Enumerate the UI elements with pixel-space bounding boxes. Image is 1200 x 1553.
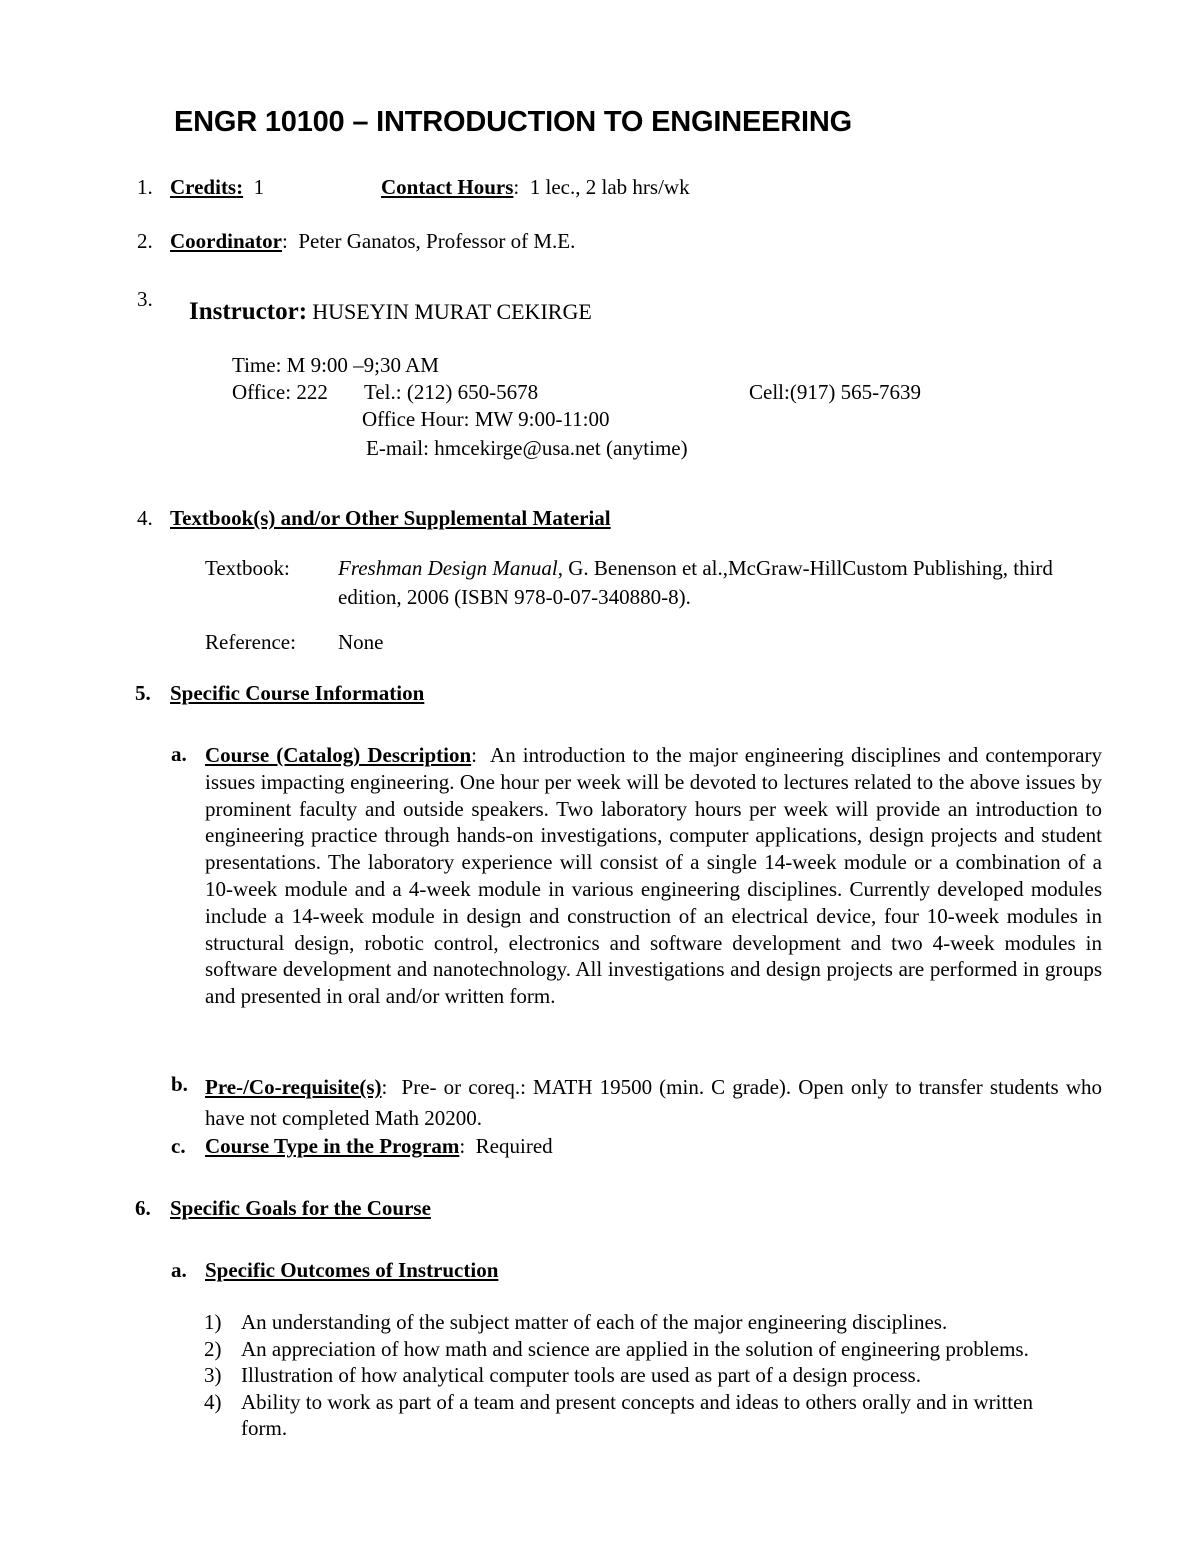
contact-hours-label: Contact Hours	[381, 175, 514, 199]
course-info-heading: Specific Course Information	[170, 681, 425, 705]
item-number-3: 3.	[137, 287, 153, 311]
reference-label: Reference:	[205, 630, 296, 654]
instructor-office: Office: 222	[232, 380, 328, 404]
outcome-number: 3)	[204, 1363, 222, 1387]
outcome-number: 4)	[204, 1389, 222, 1414]
credits-value: 1	[253, 175, 265, 199]
contact-hours-value: 1 lec., 2 lab hrs/wk	[529, 175, 690, 199]
course-description-label: Course (Catalog) Description	[205, 743, 472, 767]
outcome-number: 2)	[204, 1336, 222, 1361]
course-description-text: An introduction to the major engineering disciplines and contemporary issues impacting engineering. One hour per week will be devoted to lectures related to the above issues by prominent faculty and outside speakers. Two laboratory hours per week will provide an introduction to engineering practice through hands-on investigations, computer applications, design projects and student presentations. The laboratory experience will consist of a single 14-week module or a combination of a 10-week module and a 4-week module in various engineering disciplines. Currently developed modules include a 14-week module in design and construction of an electrical device, four 10-week modules in structural design, robotic control, electronics and software development and two 4-week modules in software development and nanotechnology. All investigations and design projects are performed in groups and presented in oral and/or written form.	[205, 743, 1102, 1009]
outcome-text: An understanding of the subject matter of each of the major engineering disciplines.	[241, 1310, 948, 1334]
item-number-1: 1.	[137, 175, 153, 199]
instructor-email: E-mail: hmcekirge@usa.net (anytime)	[366, 436, 688, 460]
textbooks-heading: Textbook(s) and/or Other Supplemental Material	[170, 506, 611, 530]
coordinator-label: Coordinator	[170, 229, 282, 253]
instructor-office-hour: Office Hour: MW 9:00-11:00	[362, 407, 610, 431]
prerequisites: Pre-/Co-requisite(s): Pre- or coreq.: MATH 19500 (min. C grade). Open only to transfer students who have not completed Math 20200.	[205, 1075, 1102, 1130]
prereq-letter: b.	[171, 1072, 188, 1096]
textbook-title: Freshman Design Manual	[338, 556, 558, 580]
course-type-label: Course Type in the Program	[205, 1134, 460, 1158]
reference-value: None	[338, 630, 384, 654]
prerequisites-label: Pre-/Co-requisite(s)	[205, 1075, 382, 1099]
goals-heading: Specific Goals for the Course	[170, 1196, 431, 1220]
list-item	[204, 1362, 1084, 1389]
list-item	[204, 1336, 1084, 1363]
outcomes-list	[204, 1309, 1084, 1442]
list-item	[204, 1389, 1084, 1442]
item-number-2: 2.	[137, 229, 153, 253]
credits-label: Credits	[170, 175, 237, 199]
outcomes-heading: Specific Outcomes of Instruction	[205, 1258, 499, 1282]
instructor-name: HUSEYIN MURAT CEKIRGE	[312, 299, 592, 324]
coordinator-line: Coordinator: Peter Ganatos, Professor of M.E.	[170, 229, 576, 253]
course-type-letter: c.	[171, 1134, 186, 1158]
credits-line: Credits: 1	[170, 175, 265, 199]
contact-hours-line: Contact Hours: 1 lec., 2 lab hrs/wk	[381, 175, 690, 199]
outcomes-letter: a.	[171, 1258, 187, 1282]
list-item	[204, 1309, 1084, 1336]
course-type-line: Course Type in the Program: Required	[205, 1134, 553, 1158]
item-number-5: 5.	[135, 681, 151, 705]
outcome-number: 1)	[204, 1310, 222, 1334]
prerequisites-text: Pre- or coreq.: MATH 19500 (min. C grade). Open only to transfer students who have not completed Math 20200.	[205, 1075, 1102, 1130]
coordinator-value: Peter Ganatos, Professor of M.E.	[298, 229, 576, 253]
course-type-value: Required	[475, 1134, 553, 1158]
textbook-label: Textbook:	[205, 556, 290, 580]
textbook-entry	[338, 554, 1104, 612]
page-title: ENGR 10100 – INTRODUCTION TO ENGINEERING	[174, 106, 852, 138]
outcome-text: Illustration of how analytical computer tools are used as part of a design process.	[241, 1363, 921, 1387]
item-number-6: 6.	[135, 1196, 151, 1220]
desc-letter: a.	[171, 742, 187, 766]
instructor-tel: Tel.: (212) 650-5678	[364, 380, 539, 404]
course-description: Course (Catalog) Description: An introduction to the major engineering disciplines and contemporary issues impacting engineering. One hour per week will be devoted to lectures related to the above issues by prominent faculty and outside speakers. Two laboratory hours per week will provide an introduction to engineering practice through hands-on investigations, computer applications, design projects and student presentations. The laboratory experience will consist of a single 14-week module or a combination of a 10-week module and a 4-week module in various engineering disciplines. Currently developed modules include a 14-week module in design and construction of an electrical device, four 10-week modules in structural design, robotic control, electronics and software development and two 4-week modules in software development and nanotechnology. All investigations and design projects are performed in groups and presented in oral and/or written form.	[205, 743, 1102, 1009]
instructor-label: Instructor:	[189, 298, 308, 325]
instructor-time: Time: M 9:00 –9;30 AM	[232, 353, 439, 377]
textbook-details: , G. Benenson et al.,McGraw-HillCustom Publishing, third edition, 2006 (ISBN 978-0-07-340880-8).	[338, 556, 1053, 609]
instructor-line	[189, 298, 592, 326]
instructor-cell: Cell:(917) 565-7639	[749, 380, 922, 404]
outcome-text: Ability to work as part of a team and present concepts and ideas to others orally and in written form.	[241, 1389, 1033, 1440]
outcome-text: An appreciation of how math and science are applied in the solution of engineering problems.	[241, 1336, 1029, 1361]
item-number-4: 4.	[137, 506, 153, 530]
